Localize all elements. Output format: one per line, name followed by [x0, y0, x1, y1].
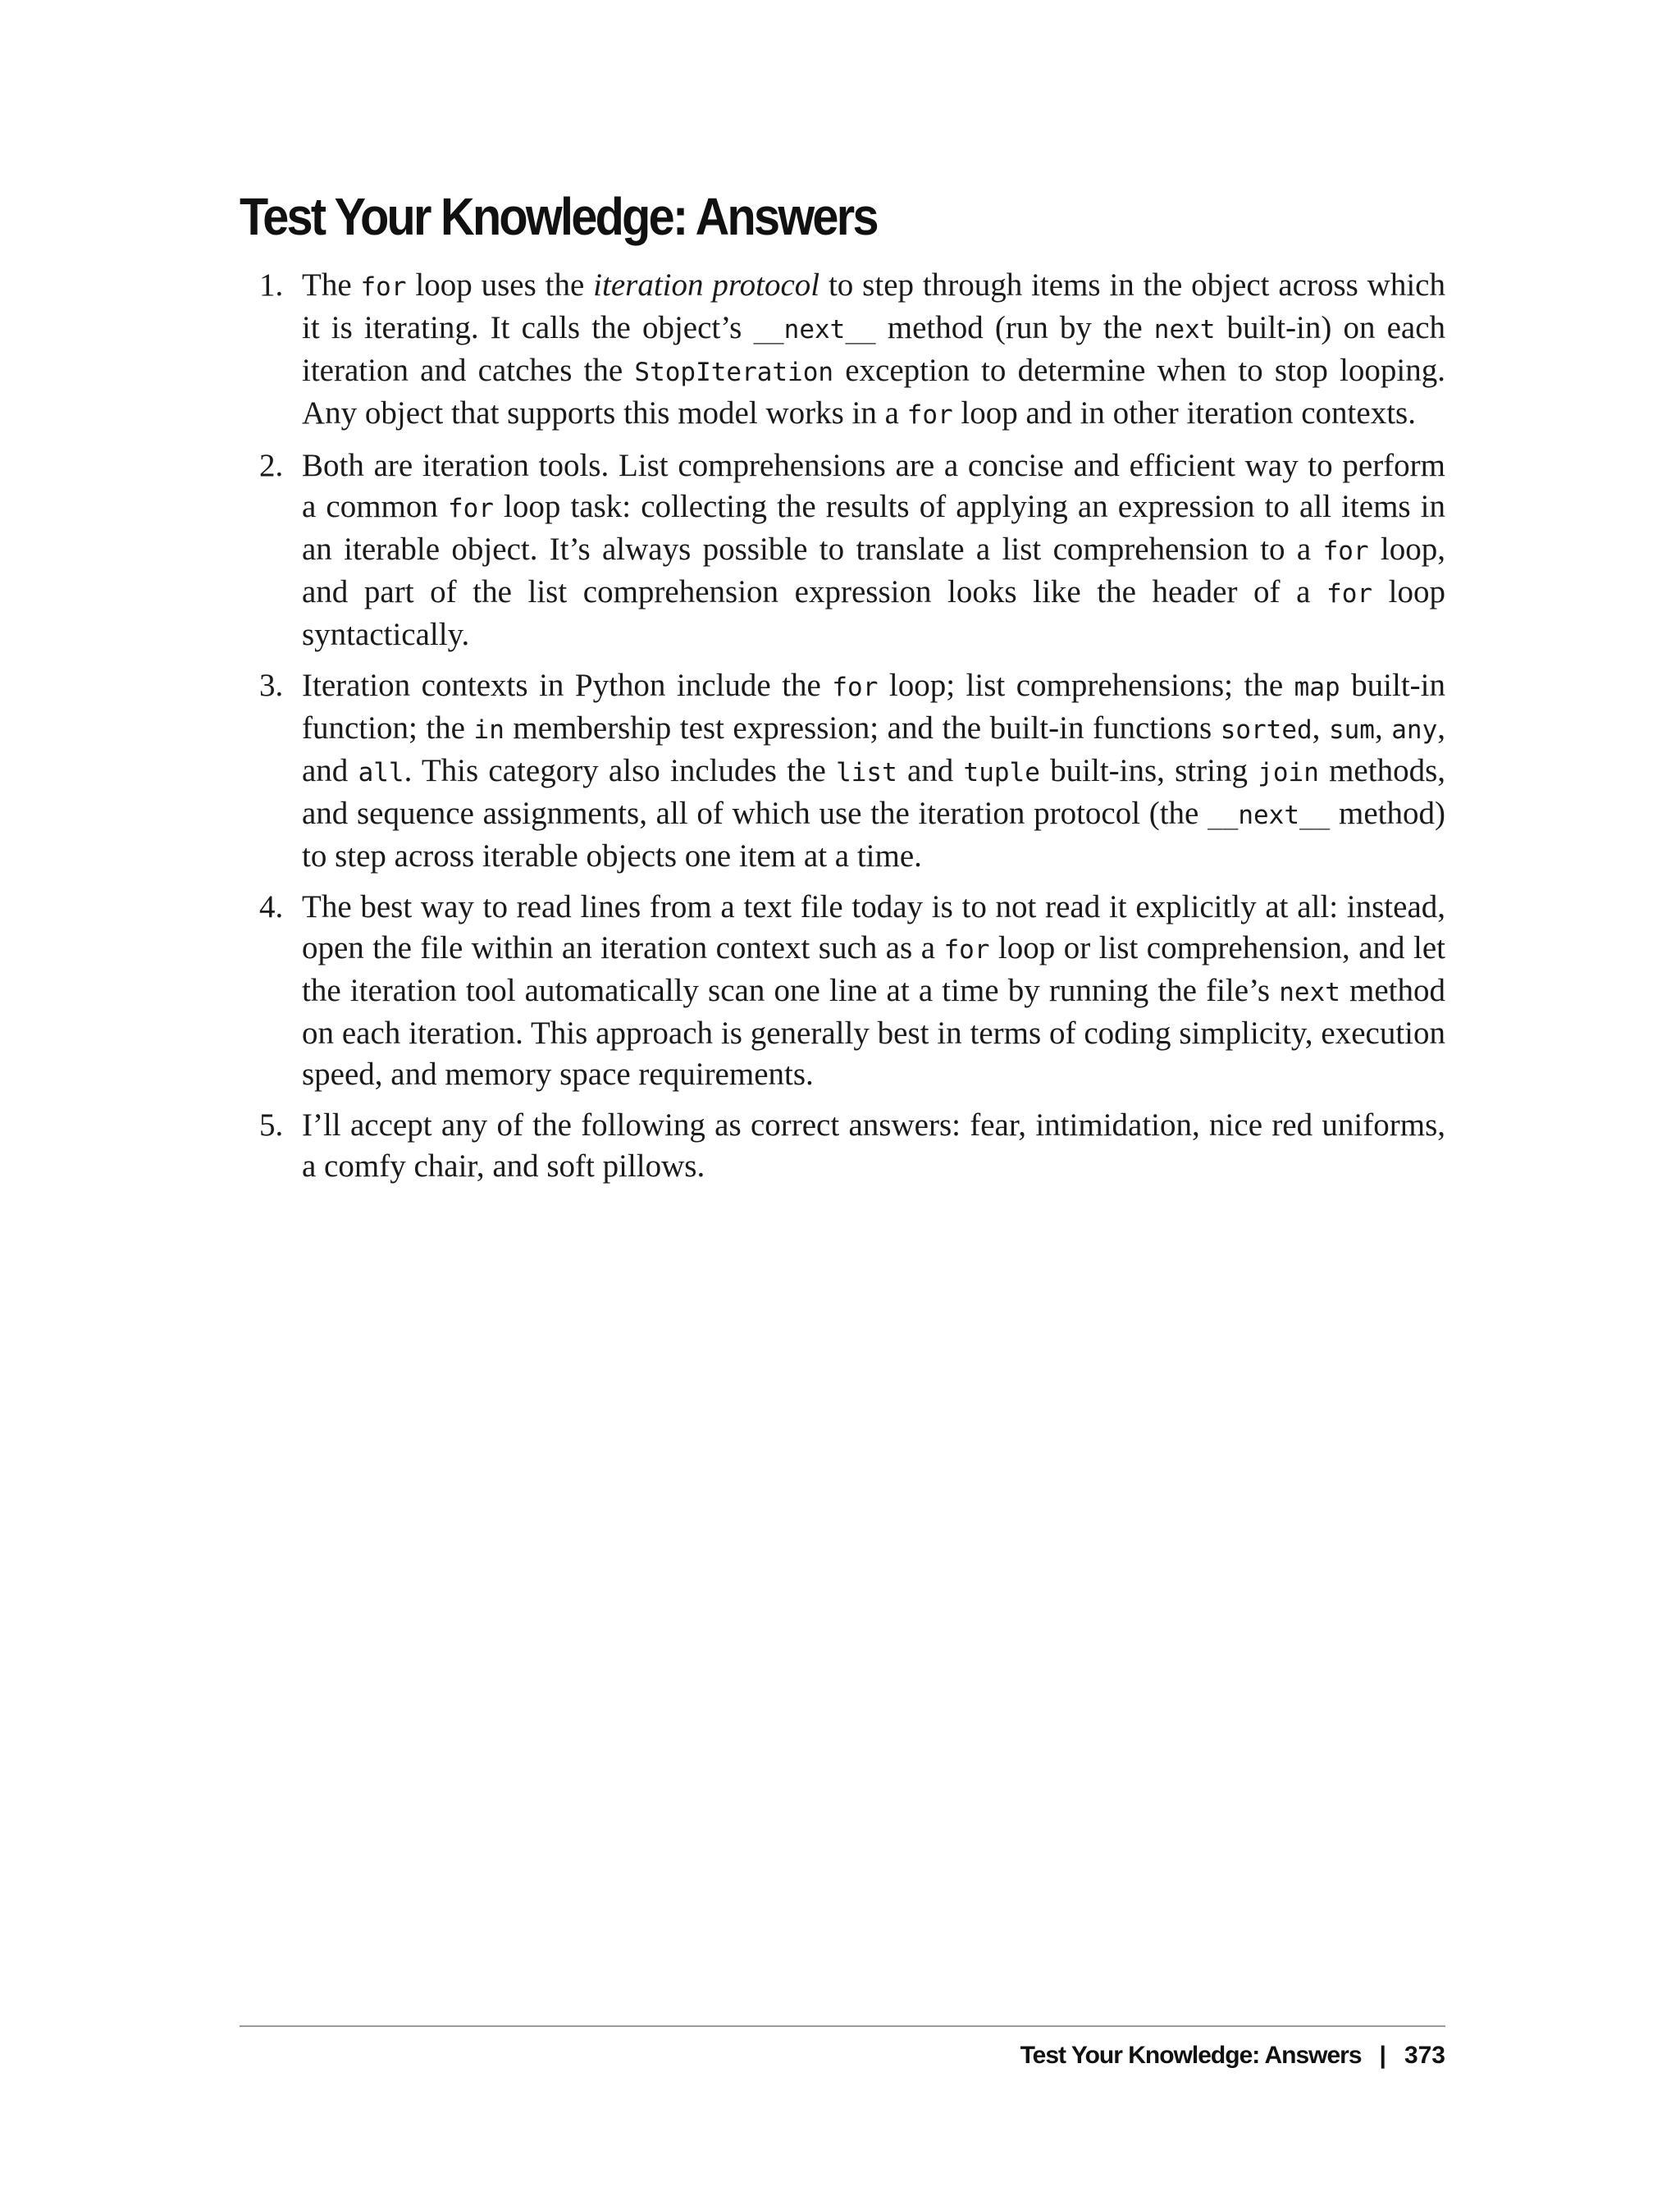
answer-text [302, 668, 1445, 874]
text-run: and [897, 753, 964, 788]
text-run: built-ins, string [1039, 753, 1258, 788]
inline-code: for [1326, 579, 1373, 609]
text-run: loop; list comprehensions; the [878, 668, 1294, 703]
text-run: built-in function; the [302, 668, 1445, 746]
text-run: built-in) on each iteration and catches the [302, 310, 1446, 388]
text-run: I’ll accept any of the following as correct answers: fear, intimidation, nice red uniforms, a comfy chair, and soft pillows. [302, 1107, 1445, 1184]
answer-text [302, 267, 1445, 431]
text-run: , [1312, 710, 1329, 746]
inline-code: for [447, 494, 494, 523]
inline-code: sum [1328, 715, 1375, 745]
text-run: method (run by the [875, 310, 1154, 345]
answer-number: 1. [259, 267, 284, 303]
inline-code: for [906, 400, 953, 430]
answer-number: 3. [259, 668, 284, 703]
inline-code: __next__ [753, 315, 876, 345]
running-footer [1020, 2038, 1445, 2074]
text-run: to step through items in the object across which it is iterating. It calls the object’s [302, 267, 1445, 345]
answer-item [240, 445, 1445, 655]
text-run: , and [302, 710, 1446, 788]
text-run: . This category also includes the [404, 753, 837, 788]
answer-text [302, 1107, 1445, 1184]
answer-item [240, 1105, 1445, 1187]
inline-code: list [836, 758, 897, 788]
text-run: loop and in other iteration contexts. [952, 395, 1416, 431]
inline-code: any [1391, 715, 1438, 745]
text-run: loop or list comprehension, and let the iteration tool automatically scan one line at a time by running the file’s [302, 930, 1445, 1008]
footer-section-title: Test Your Knowledge: Answers [1020, 2042, 1362, 2069]
text-run: Iteration contexts in Python include the [302, 668, 833, 703]
text-run: loop syntactically. [302, 574, 1445, 652]
answer-text [302, 448, 1445, 652]
text-run: loop uses the [406, 267, 594, 303]
inline-code: for [832, 673, 879, 702]
inline-code: next [1153, 315, 1216, 345]
answer-item [240, 665, 1445, 877]
answer-list [240, 265, 1445, 1197]
footer-rule [240, 2025, 1445, 2027]
answer-number: 2. [259, 448, 284, 483]
text-run: methods, and sequence assignments, all of which use the iteration protocol (the [302, 753, 1446, 831]
inline-code: in [473, 715, 504, 745]
text-run: loop, and part of the list comprehension expression looks like the header of a [302, 532, 1445, 609]
answer-number: 5. [259, 1107, 284, 1143]
inline-code: for [1322, 536, 1369, 566]
inline-code: next [1279, 978, 1340, 1007]
answer-number: 4. [259, 889, 284, 924]
text-run: The best way to read lines from a text file today is to not read it explicitly at all: instead, open the file within an iteration context such as a [302, 889, 1445, 966]
answer-text [302, 889, 1445, 1092]
text-run: loop task: collecting the results of applying an expression to all items in an iterable object. It’s always possible to translate a list comprehension to a [302, 489, 1445, 567]
text-run: The [302, 267, 361, 303]
inline-code: for [360, 272, 407, 302]
text-run: exception to determine when to stop looping. Any object that supports this model works in a [302, 353, 1445, 431]
answer-item [240, 887, 1445, 1095]
inline-code: join [1258, 758, 1319, 788]
emphasis-text: iteration protocol [593, 267, 820, 303]
text-run: Both are iteration tools. List comprehensions are a concise and efficient way to perform a common [302, 448, 1445, 524]
page-heading: Test Your Knowledge: Answers [240, 187, 877, 246]
inline-code: sorted [1220, 715, 1312, 745]
page-number: 373 [1404, 2042, 1445, 2069]
text-run: , [1374, 710, 1392, 746]
answer-item [240, 265, 1445, 436]
text-run: method) to step across iterable objects one item at a time. [302, 796, 1445, 874]
inline-code: tuple [963, 758, 1040, 788]
footer-separator: | [1379, 2042, 1386, 2069]
inline-code: StopIteration [634, 358, 834, 387]
text-run: membership test expression; and the built-in functions [504, 710, 1221, 746]
inline-code: all [358, 758, 404, 788]
inline-code: map [1294, 673, 1340, 702]
text-run: method on each iteration. This approach is generally best in terms of coding simplicity, execution speed, and memory space requirements. [302, 973, 1446, 1092]
inline-code: for [943, 935, 990, 965]
inline-code: __next__ [1208, 801, 1331, 830]
